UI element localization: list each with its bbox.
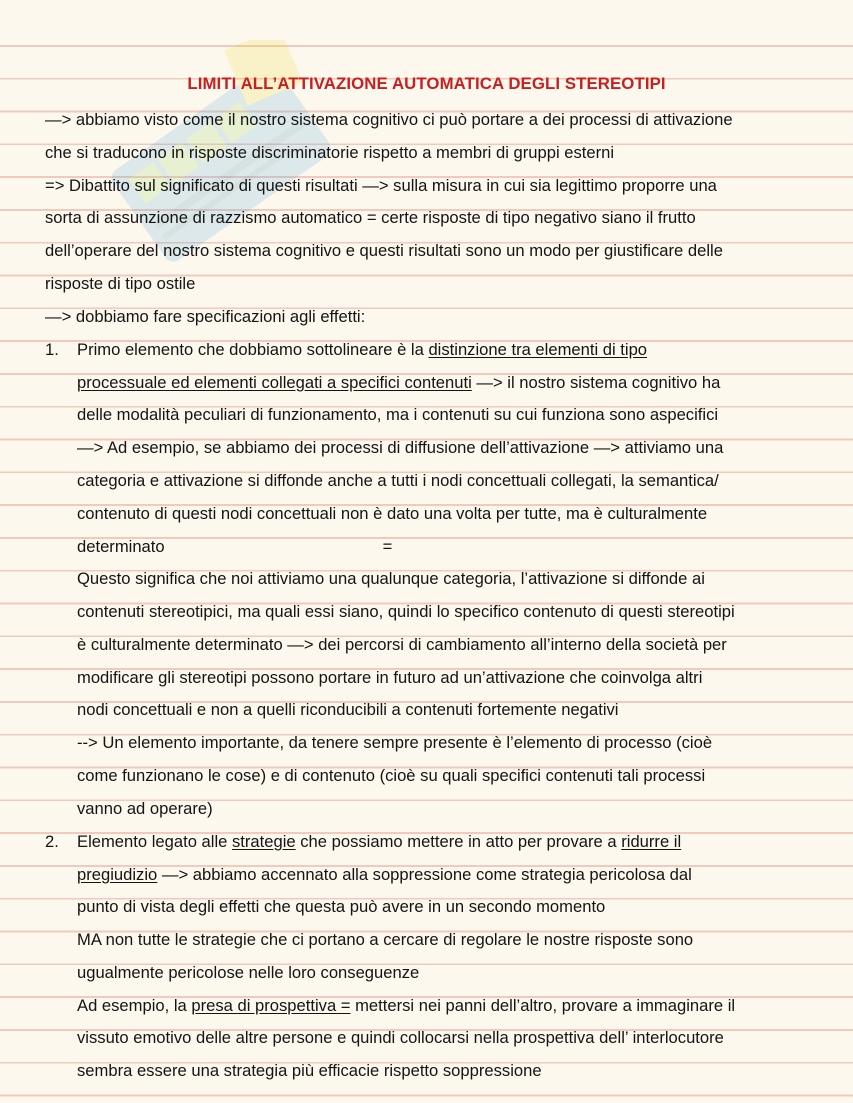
list-number-2: 2. xyxy=(45,832,59,851)
item1-line-6: contenuto di questi nodi concettuali non è dato una volta per tutte, ma è culturalmente xyxy=(77,504,708,523)
item1-line-13: --> Un elemento importante, da tenere sempre presente è l’elemento di processo (cioè xyxy=(77,733,713,752)
item1-line-5: categoria e attivazione si diffonde anche a tutti i nodi concettuali collegati, la semantica/ xyxy=(77,471,719,490)
item1-line-4: —> Ad esempio, se abbiamo dei processi di diffusione dell’attivazione —> attiviamo una xyxy=(77,438,724,457)
intro-line-7: —> dobbiamo fare specificazioni agli effetti: xyxy=(45,307,366,326)
item1-line-12: nodi concettuali e non a quelli riconducibili a contenuti fortemente negativi xyxy=(77,700,619,719)
item1-line-15: vanno ad operare) xyxy=(77,799,213,818)
list-number-1: 1. xyxy=(45,340,59,359)
item1-line-7: determinato = xyxy=(77,537,393,556)
underlined-term: strategie xyxy=(231,832,296,851)
intro-line-4: sorta di assunzione di razzismo automatico = certe risposte di tipo negativo siano il frutto xyxy=(45,208,696,227)
intro-line-5: dell’operare del nostro sistema cognitivo e questi risultati sono un modo per giustificare delle xyxy=(45,241,723,260)
item2-line-3: punto di vista degli effetti che questa può avere in un secondo momento xyxy=(77,897,606,916)
underlined-term: distinzione tra elementi di tipo xyxy=(428,340,648,359)
item1-line-10: è culturalmente determinato —> dei percorsi di cambiamento all’interno della società per xyxy=(77,635,727,654)
item2-line-7: vissuto emotivo delle altre persone e quindi collocarsi nella prospettiva dell’ interlocutore xyxy=(77,1028,724,1047)
item1-line-3: delle modalità peculiari di funzionamento, ma i contenuti su cui funziona sono aspecifici xyxy=(77,405,719,424)
intro-line-6: risposte di tipo ostile xyxy=(45,274,196,293)
page-title: LIMITI ALL’ATTIVAZIONE AUTOMATICA DEGLI STEREOTIPI xyxy=(187,74,666,93)
underlined-term: presa di prospettiva = xyxy=(191,996,351,1015)
item2-line-8: sembra essere una strategia più efficacie rispetto soppressione xyxy=(77,1061,542,1080)
item1-line-8: Questo significa che noi attiviamo una qualunque categoria, l’attivazione si diffonde ai xyxy=(77,569,705,588)
item1-line-2: processuale ed elementi collegati a specifici contenuti —> il nostro sistema cognitivo ha xyxy=(77,373,721,392)
item2-line-6: Ad esempio, la presa di prospettiva = mettersi nei panni dell’altro, provare a immaginare il xyxy=(77,996,736,1015)
item1-line-14: come funzionano le cose) e di contenuto (cioè su quali specifici contenuti tali processi xyxy=(77,766,706,785)
underlined-term: pregiudizio xyxy=(77,865,158,884)
item2-line-2: pregiudizio —> abbiamo accennato alla soppressione come strategia pericolosa dal xyxy=(77,865,692,884)
item1-line-9: contenuti stereotipici, ma quali essi siano, quindi lo specifico contenuto di questi stereotipi xyxy=(77,602,735,621)
item1-line-11: modificare gli stereotipi possono portare in futuro ad un’attivazione che coinvolga altri xyxy=(77,668,703,687)
item2-line-5: ugualmente pericolose nelle loro conseguenze xyxy=(77,963,420,982)
intro-line-2: che si traducono in risposte discriminatorie rispetto a membri di gruppi esterni xyxy=(45,143,615,162)
underlined-term: ridurre il xyxy=(621,832,682,851)
item2-line-4: MA non tutte le strategie che ci portano a cercare di regolare le nostre risposte sono xyxy=(77,930,694,949)
item2-line-1: Elemento legato alle strategie che possiamo mettere in atto per provare a ridurre il xyxy=(77,832,682,851)
intro-line-1: —> abbiamo visto come il nostro sistema cognitivo ci può portare a dei processi di attivazione xyxy=(45,110,733,129)
underlined-term: processuale ed elementi collegati a specifici contenuti xyxy=(77,373,472,392)
intro-line-3: => Dibattito sul significato di questi risultati —> sulla misura in cui sia legittimo proporre una xyxy=(45,176,717,195)
item1-line-1: Primo elemento che dobbiamo sottolineare è la distinzione tra elementi di tipo xyxy=(77,340,648,359)
